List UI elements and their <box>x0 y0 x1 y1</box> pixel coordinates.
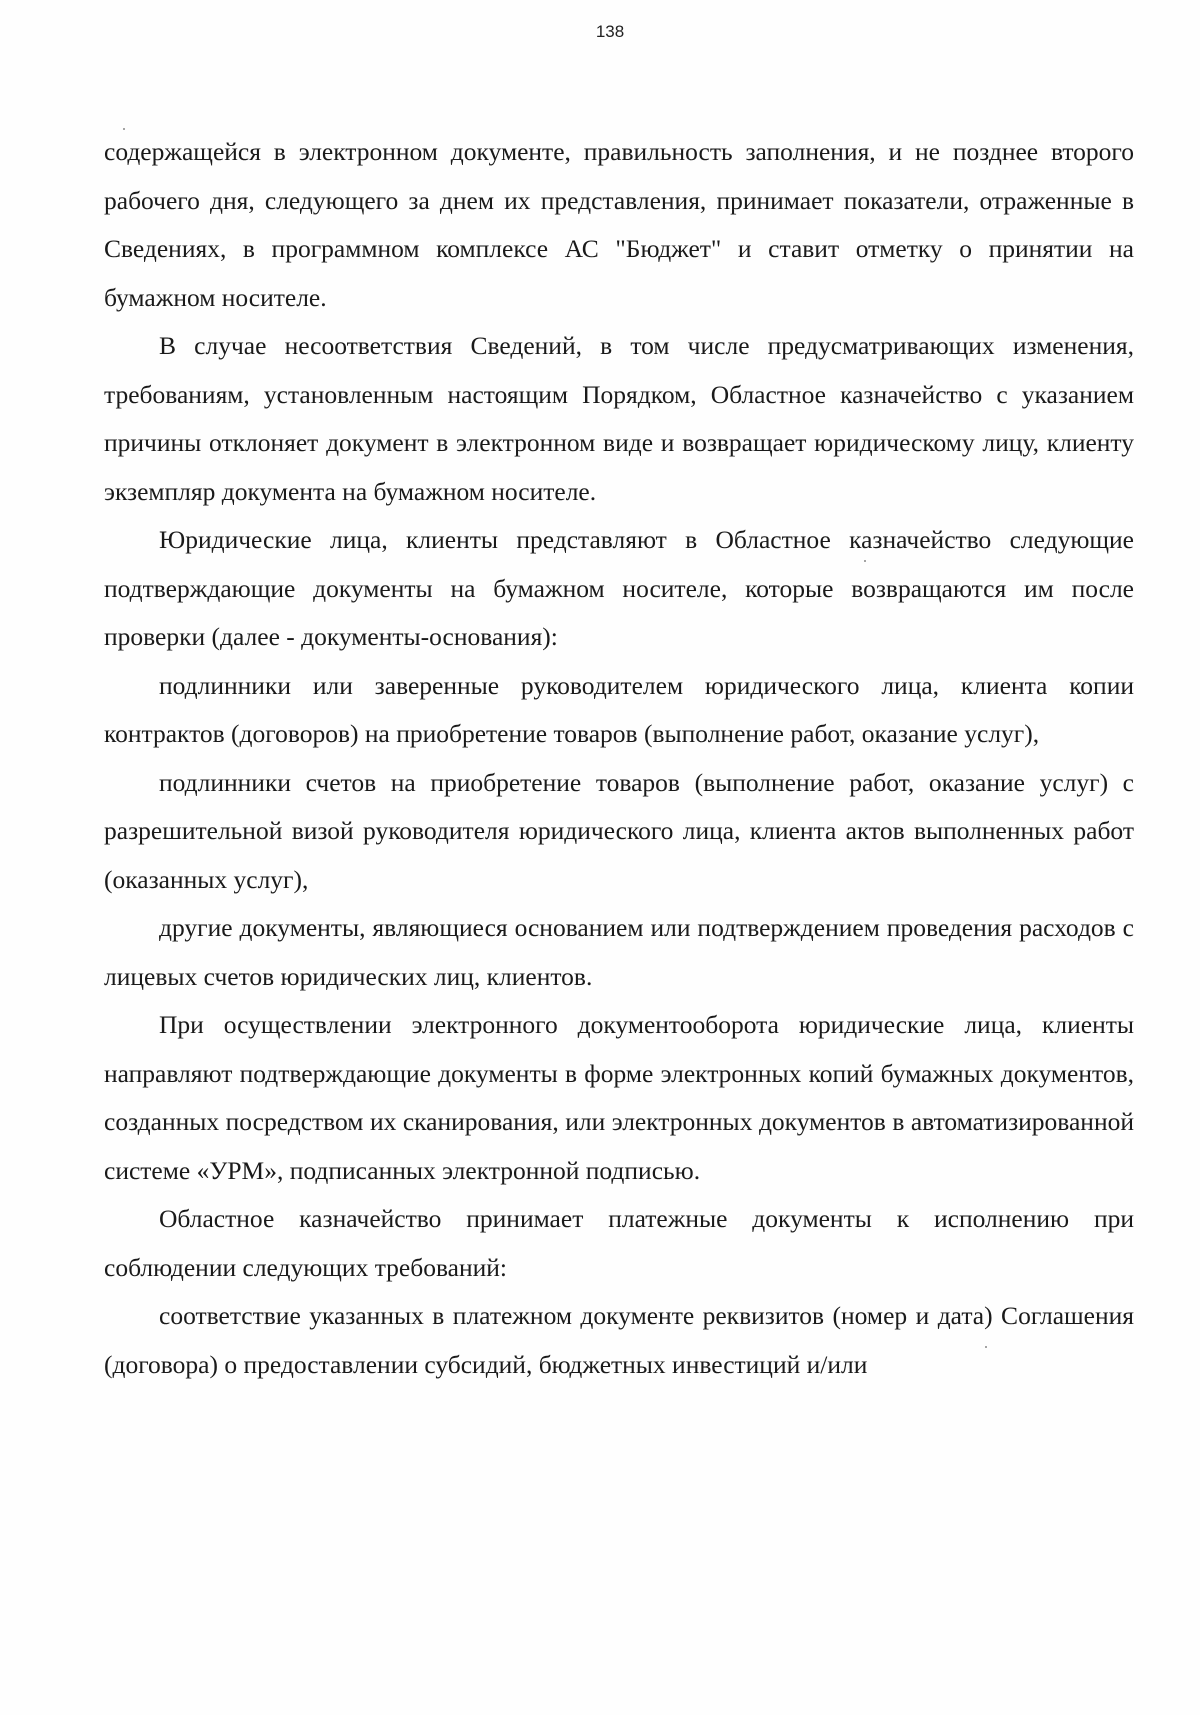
scan-speck <box>864 560 866 562</box>
paragraph-6: другие документы, являющиеся основанием или подтверждением проведения расходов с лицевых счетов юридических лиц, клиентов. <box>104 913 1134 991</box>
page-number: 138 <box>595 22 625 41</box>
paragraph-7: При осуществлении электронного документооборота юридические лица, клиенты направляют подтверждающие документы в форме электронных копий бумажных документов, созданных посредством их сканирования, или электронных документов в автоматизированной системе «УРМ», подписанных электронной подписью. <box>104 1010 1134 1185</box>
paragraph-1: содержащейся в электронном документе, правильность заполнения, и не позднее второго рабочего дня, следующего за днем их представления, принимает показатели, отраженные в Сведениях, в программном комплексе АС "Бюджет" и ставит отметку о принятии на бумажном носителе. <box>104 137 1134 312</box>
paragraph-2: В случае несоответствия Сведений, в том числе предусматривающих изменения, требованиям, установленным настоящим Порядком, Областное казначейство с указанием причины отклоняет документ в электронном виде и возвращает юридическому лицу, клиенту экземпляр документа на бумажном носителе. <box>104 331 1134 506</box>
scan-speck <box>985 1346 987 1348</box>
paragraph-8: Областное казначейство принимает платежные документы к исполнению при соблюдении следующих требований: <box>104 1204 1134 1282</box>
document-body <box>104 128 1134 1389</box>
paragraph-9: соответствие указанных в платежном документе реквизитов (номер и дата) Соглашения (договора) о предоставлении субсидий, бюджетных инвестиций и/или <box>104 1301 1134 1379</box>
paragraph-3: Юридические лица, клиенты представляют в Областное казначейство следующие подтверждающие документы на бумажном носителе, которые возвращаются им после проверки (далее - документы-основания): <box>104 525 1134 651</box>
paragraph-5: подлинники счетов на приобретение товаров (выполнение работ, оказание услуг) с разрешительной визой руководителя юридического лица, клиента актов выполненных работ (оказанных услуг), <box>104 767 1134 894</box>
scan-speck <box>123 128 125 130</box>
paragraph-4: подлинники или заверенные руководителем юридического лица, клиента копии контрактов (договоров) на приобретение товаров (выполнение работ, оказание услуг), <box>104 670 1134 748</box>
